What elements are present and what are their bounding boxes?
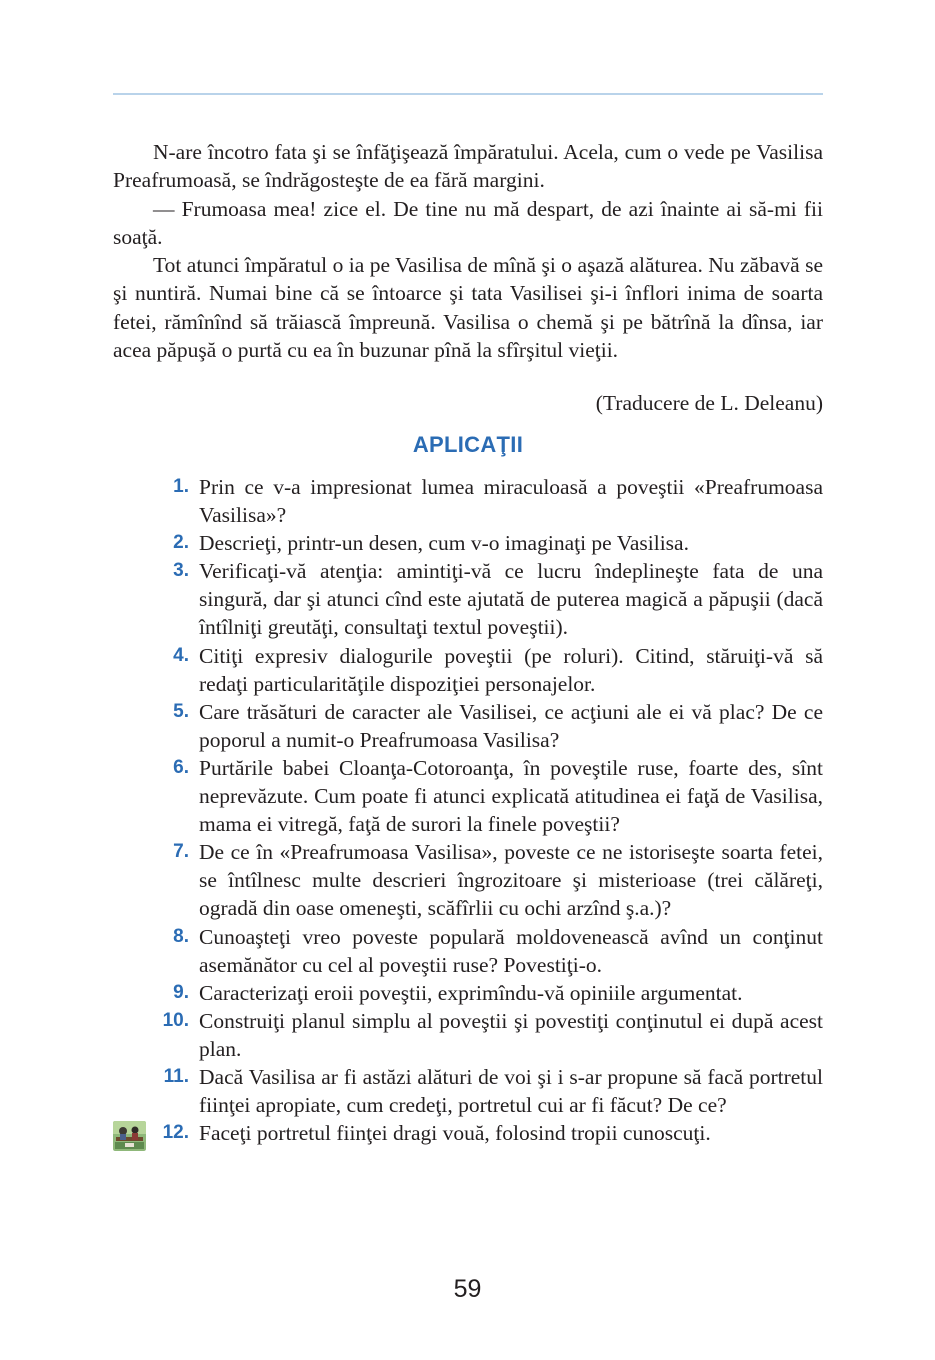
- question-number: 7.: [173, 841, 189, 863]
- question-number: 4.: [173, 644, 189, 666]
- questions-list: [113, 473, 823, 1147]
- question-text: Verificaţi-vă atenţia: amintiţi-vă ce lucru îndeplineşte fata de una singură, dar şi atunci cînd este ajutată de puterea magică a păpuşii (dacă întîlniţi greutăţi, consultaţi textul poveştii).: [199, 559, 823, 640]
- question-item: [113, 923, 823, 979]
- question-text: Purtările babei Cloanţa-Cotoroanţa, în poveştile ruse, foarte des, sînt neprevăzute. Cum poate fi atunci explicată atitudinea ei faţă de Vasilisa, mama ei vitregă, faţă de surori la finele poveştii?: [199, 755, 823, 837]
- header-rule: [113, 93, 823, 95]
- translation-credit: (Traducere de L. Deleanu): [595, 391, 823, 415]
- question-number: 8.: [173, 925, 189, 947]
- question-item: [113, 838, 823, 922]
- question-number: 10.: [162, 1009, 189, 1031]
- story-text: [113, 138, 823, 364]
- question-item: [113, 1063, 823, 1119]
- question-text: Dacă Vasilisa ar fi astăzi alături de voi şi i s-ar propune să facă portretul fiinţei apropiate, cum credeţi, portretul cui ar fi făcut? De ce?: [199, 1064, 823, 1118]
- question-item: [113, 1007, 823, 1063]
- question-number: 3.: [173, 560, 189, 582]
- question-item: [113, 1119, 823, 1147]
- question-item: [113, 698, 823, 754]
- question-item: [113, 979, 823, 1007]
- question-text: Construiţi planul simplu al poveştii şi povestiţi conţinutul ei după acest plan.: [199, 1008, 823, 1061]
- question-text: Faceţi portretul fiinţei dragi vouă, folosind tropii cunoscuţi.: [199, 1121, 711, 1146]
- question-text: De ce în «Preafrumoasa Vasilisa», poveste ce ne istoriseşte soarta fetei, se întîlnesc multe descrieri îngrozitoare şi misterioase (trei călăreţi, ogradă din oase omeneşti, scăfîrlii cu ochi arzînd ş.a.)?: [199, 840, 823, 921]
- question-number: 5.: [173, 700, 189, 722]
- question-text: Caracterizaţi eroii poveştii, exprimîndu-vă opiniile argumentat.: [199, 980, 743, 1005]
- question-number: 11.: [163, 1065, 189, 1087]
- section-title: APLICAŢII: [412, 432, 524, 457]
- question-item: [113, 557, 823, 641]
- question-text: Prin ce v-a impresionat lumea miraculoasă a poveştii «Preafrumoasa Vasilisa»?: [199, 475, 823, 528]
- question-number: 2.: [173, 532, 189, 554]
- question-item: [113, 473, 823, 529]
- story-paragraph: Tot atunci împăratul o ia pe Vasilisa de mînă şi o aşază alăturea. Nu zăbavă se şi nuntiră. Numai bine că se întoarce şi tata Vasilisei şi-i înflori inima de soarta fetei, rămînînd să trăiască împreună. Vasilisa o chemă şi pe bătrînă la dînsa, iar acea păpuşă o purtă cu ea în buzunar pînă la sfîrşitul vieţii.: [113, 253, 823, 363]
- question-item: [113, 529, 823, 557]
- question-text: Care trăsături de caracter ale Vasilisei, ce acţiuni ale ei vă plac? De ce poporul a numit-o Preafrumoasa Vasilisa?: [199, 699, 823, 752]
- story-paragraph: N-are încotro fata şi se înfăţişează împăratului. Acela, cum o vede pe Vasilisa Preafrumoasă, se îndrăgosteşte de ea fără margini.: [113, 140, 823, 193]
- question-number: 6.: [173, 756, 189, 778]
- page-number: 59: [453, 1275, 482, 1303]
- question-number: 9.: [173, 981, 189, 1003]
- question-number: 1.: [173, 476, 189, 497]
- question-text: Cunoaşteţi vreo poveste populară moldovenească avînd un conţinut asemănător cu cel al poveştii ruse? Povestiţi-o.: [199, 924, 823, 977]
- question-text: Citiţi expresiv dialogurile poveştii (pe roluri). Citind, stăruiţi-vă să redaţi particularităţile dispoziţiei personajelor.: [199, 643, 823, 696]
- question-item: [113, 754, 823, 838]
- story-paragraph: — Frumoasa mea! zice el. De tine nu mă despart, de azi înainte ai să-mi fii soaţă.: [113, 196, 823, 249]
- question-number: 12.: [162, 1122, 189, 1144]
- question-item: [113, 642, 823, 698]
- question-text: Descrieţi, printr-un desen, cum v-o imaginaţi pe Vasilisa.: [199, 531, 689, 556]
